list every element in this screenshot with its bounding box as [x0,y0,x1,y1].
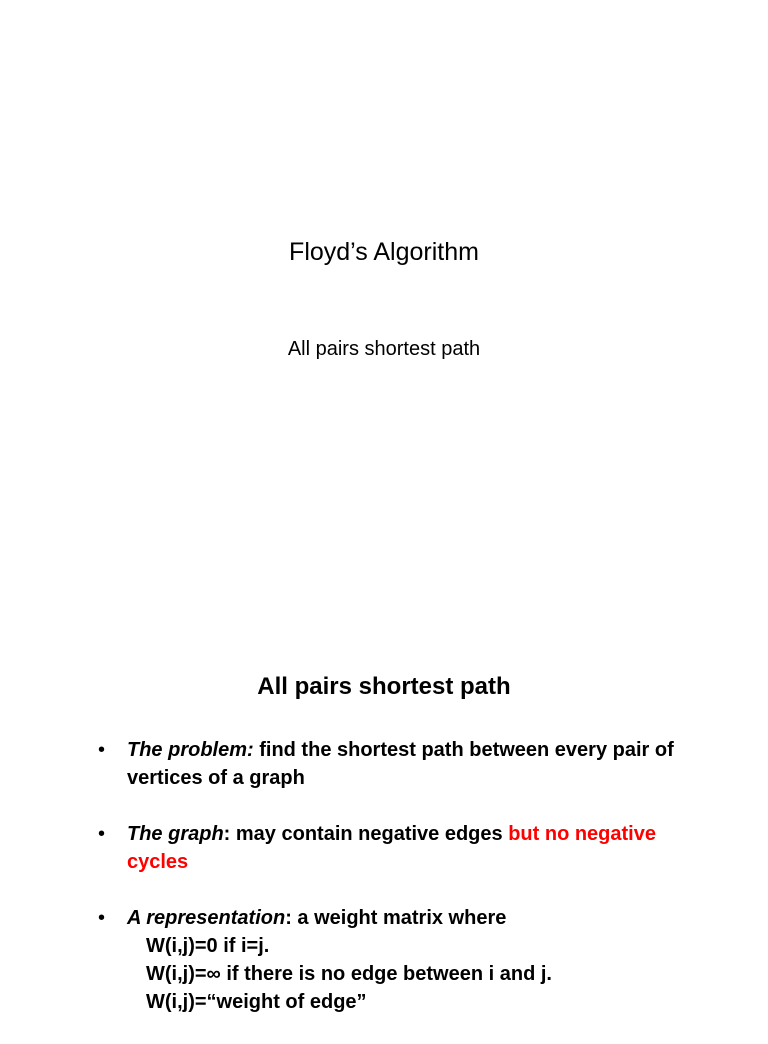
bullet-highlight: but no negative cycles [127,823,656,873]
rule-line: W(i,j)=“weight of edge” [146,991,367,1013]
slide-title: Floyd’s Algorithm [289,238,479,266]
bullet-icon: • [98,739,106,761]
bullet-list [98,736,718,1044]
title-slide [0,0,768,512]
bullet-text: : may contain negative edges [223,823,509,845]
bullet-representation [98,904,718,1016]
content-slide-title: All pairs shortest path [257,673,511,700]
bullet-icon: • [98,907,106,929]
weight-matrix-rules [127,932,718,1016]
slide-subtitle: All pairs shortest path [287,338,481,360]
rule-line: W(i,j)=0 if i=j. [146,935,270,957]
bullet-lead: The graph [127,823,224,845]
bullet-lead: The problem: [127,739,254,761]
bullet-graph [98,820,718,876]
bullet-text: find the shortest path between every pair of vertices of a graph [127,739,674,789]
bullet-icon: • [98,823,106,845]
bullet-problem [98,736,718,792]
bullet-lead: A representation [127,907,286,929]
rule-line: W(i,j)=∞ if there is no edge between i and j. [146,963,552,985]
content-slide [0,512,768,1024]
bullet-text: : a weight matrix where [285,907,507,929]
